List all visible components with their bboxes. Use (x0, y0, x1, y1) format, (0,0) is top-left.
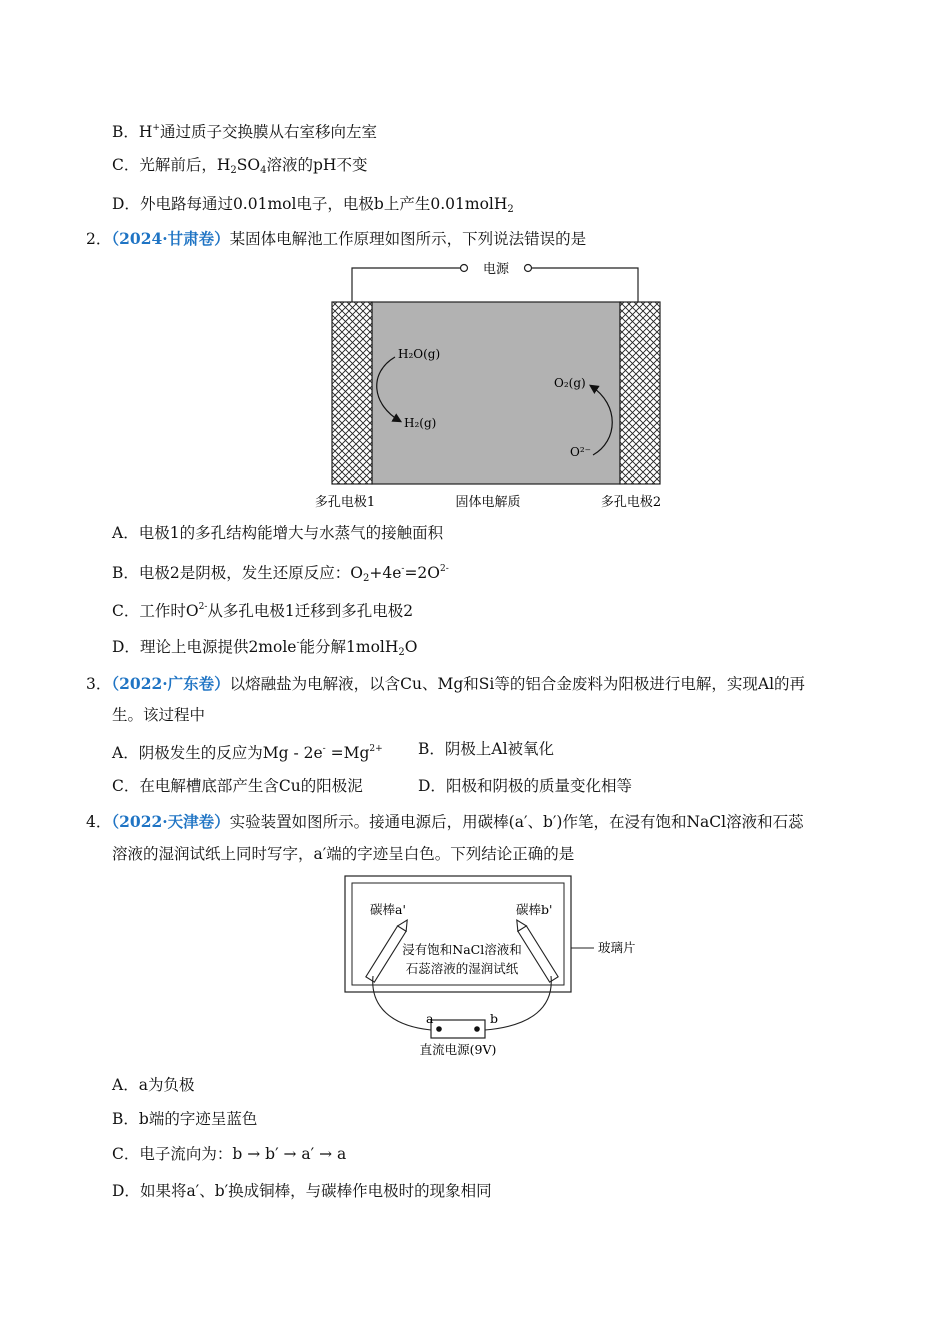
q4-stem-line2: 溶液的湿润试纸上同时写字，a′端的字迹呈白色。下列结论正确的是 (112, 845, 575, 863)
q3-source: （2022·广东卷） (111, 674, 230, 693)
q3-stem-line2: 生。该过程中 (112, 706, 206, 724)
o2-label: O₂(g) (554, 376, 586, 390)
power-label: 电源 (482, 262, 510, 277)
electrode-1-label: 多孔电极1 (314, 495, 376, 510)
terminal-a: a (426, 1011, 434, 1026)
q4-option-a: A．a为负极 (112, 1076, 195, 1094)
porous-electrode-1 (332, 302, 372, 484)
h2-label: H₂(g) (404, 416, 437, 430)
q4-source: （2022·天津卷） (111, 812, 230, 831)
o2minus-label: O²⁻ (570, 445, 591, 459)
q4-experiment-figure (340, 872, 660, 1064)
paper-label-1: 浸有饱和NaCl溶液和 (402, 942, 522, 957)
q4-stem-line1: 4．（2022·天津卷）实验装置如图所示。接通电源后，用碳棒(a′、b′)作笔，在浸有饱和NaCl溶液和石蕊 (86, 812, 804, 831)
q4-option-b: B．b端的字迹呈蓝色 (112, 1110, 258, 1128)
porous-electrode-2 (620, 302, 660, 484)
q3-option-a: A．阴极发生的反应为$Mg - 2e^- =Mg^{2+}$ (112, 744, 383, 762)
electrolyte-label: 固体电解质 (455, 495, 521, 510)
q2-option-d: D．理论上电源提供2mole-能分解1molH$_2$O (112, 638, 418, 658)
q3-option-d: D．阳极和阴极的质量变化相等 (418, 777, 632, 795)
q3-option-c: C．在电解槽底部产生含Cu的阳极泥 (112, 777, 363, 795)
q1-option-c: C．光解前后，$H_2SO_4$溶液的pH不变 (112, 156, 368, 176)
q3-stem-line1: 3．（2022·广东卷）以熔融盐为电解液，以含Cu、Mg和Si等的铝合金废料为阳极进行电解，实现Al的再 (86, 674, 806, 693)
q4-option-d: D．如果将a′、b′换成铜棒，与碳棒作电极时的现象相同 (112, 1182, 492, 1200)
q2-option-b: B．电极2是阴极，发生还原反应：$O_2+4e^-=2O^{2-}$ (112, 564, 449, 584)
glass-label: 玻璃片 (598, 940, 636, 955)
paper-label-2: 石蕊溶液的湿润试纸 (405, 961, 519, 976)
q2-source: （2024·甘肃卷） (111, 229, 230, 248)
q3-option-b: B．阴极上Al被氧化 (418, 740, 555, 758)
rod-a-label: 碳棒a' (370, 902, 406, 917)
q2-electrolysis-figure (300, 255, 680, 517)
q4-option-c: C．电子流向为：b → b′ → a′ → a (112, 1145, 347, 1163)
q1-option-b: B．H+通过质子交换膜从右室移向左室 (112, 123, 377, 141)
q2-stem: 2．（2024·甘肃卷）某固体电解池工作原理如图所示，下列说法错误的是 (86, 229, 587, 248)
h2o-label: H₂O(g) (398, 347, 441, 361)
rod-b-label: 碳棒b' (516, 902, 553, 917)
electrode-2-label: 多孔电极2 (600, 495, 662, 510)
q1-option-d: D．外电路每通过0.01mol电子，电极b上产生0.01molH$_2$ (112, 195, 514, 215)
power-source-label: 直流电源(9V) (419, 1042, 497, 1057)
q2-option-a: A．电极1的多孔结构能增大与水蒸气的接触面积 (112, 524, 444, 542)
terminal-b: b (490, 1011, 499, 1026)
q2-option-c: C．工作时$O^{2-}$从多孔电极1迁移到多孔电极2 (112, 602, 414, 620)
